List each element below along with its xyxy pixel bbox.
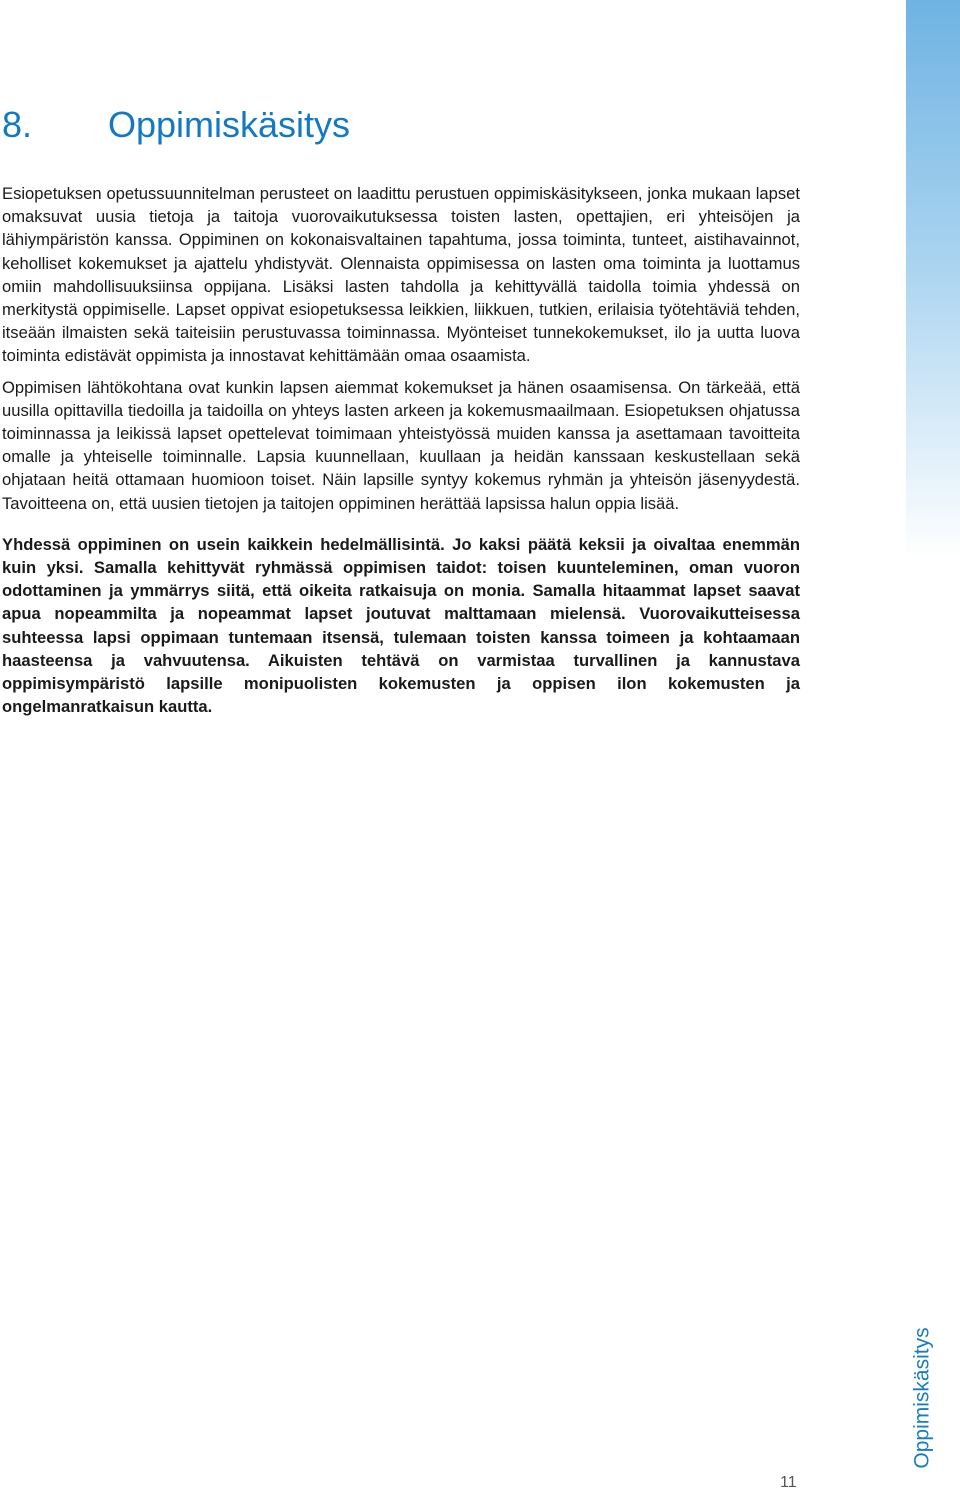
side-section-label [910, 1318, 954, 1478]
page-number: 11 [780, 1474, 797, 1491]
section-title: Oppimiskäsitys [108, 104, 351, 145]
body-text [2, 182, 800, 726]
side-section-label-text: Oppimiskäsitys [910, 1327, 934, 1469]
paragraph-3-bold: Yhdessä oppiminen on usein kaikkein hedelmällisintä. Jo kaksi päätä keksii ja oivaltaa enemmän kuin yksi. Samalla kehittyvät ryhmässä oppimisen taidot: toisen kuunteleminen, oman vuoron odottaminen ja ymmärrys siitä, että oikeita ratkaisuja on monia. Samalla hitaammat lapset saavat apua nopeammilta ja nopeammat lapset joutuvat malttamaan mielensä. Vuorovaikutteisessa suhteessa lapsi oppimaan tuntemaan itsensä, tulemaan toisten kanssa toimeen ja kohtaamaan haasteensa ja vahvuutensa. Aikuisten tehtävä on varmistaa turvallinen ja kannustava oppimisympäristö lapsille monipuolisten kokemusten ja oppisen ilon kokemusten ja ongelmanratkaisun kautta. [2, 534, 800, 717]
paragraph-1: Esiopetuksen opetussuunnitelman perusteet on laadittu perustuen oppimiskäsitykseen, jonka mukaan lapset omaksuvat uusia tietoja ja taitoja vuorovaikutuksessa toisten lasten, opettajien, eri yhteisöjen ja lähiympäristön kanssa. Oppiminen on kokonaisvaltainen tapahtuma, jossa toiminta, tunteet, aistihavainnot, keholliset kokemukset ja ajattelu yhdistyvät. Olennaista oppimisessa on lasten oma toiminta ja luottamus omiin mahdollisuuksiinsa oppijana. Lisäksi lasten tahdolla ja kehittyvällä taidolla toimia yhdessä on merkitystä oppimiselle. Lapset oppivat esiopetuksessa leikkien, liikkuen, tutkien, erilaisia työtehtäviä tehden, itseään ilmaisten sekä taiteisiin perustuvassa toiminnassa. Myönteiset tunnekokemukset, ilo ja uutta luova toiminta edistävät oppimista ja innostavat kehittämään omaa osaamista. [2, 184, 800, 366]
side-color-band [906, 0, 960, 1493]
paragraph-2: Oppimisen lähtökohtana ovat kunkin lapsen aiemmat kokemukset ja hänen osaamisensa. On tärkeää, että uusilla opittavilla tiedoilla ja taidoilla on yhteys lasten arkeen ja kokemusmaailmaan. Esiopetuksen ohjatussa toiminnassa ja leikissä lapset opettelevat toimimaan yhteistyössä muiden kanssa ja asettamaan tavoitteita omalle ja yhteiselle toiminnalle. Lapsia kuunnellaan, kuullaan ja heidän kanssaan keskustellaan sekä ohjataan heitä ottamaan huomioon toiset. Näin lapsille syntyy kokemus ryhmän ja yhteisön jäsenyydestä. Tavoitteena on, että uusien tietojen ja taitojen oppiminen herättää lapsissa halun oppia lisää. [2, 377, 800, 513]
section-number: 8. [2, 104, 33, 145]
section-heading [2, 104, 350, 146]
